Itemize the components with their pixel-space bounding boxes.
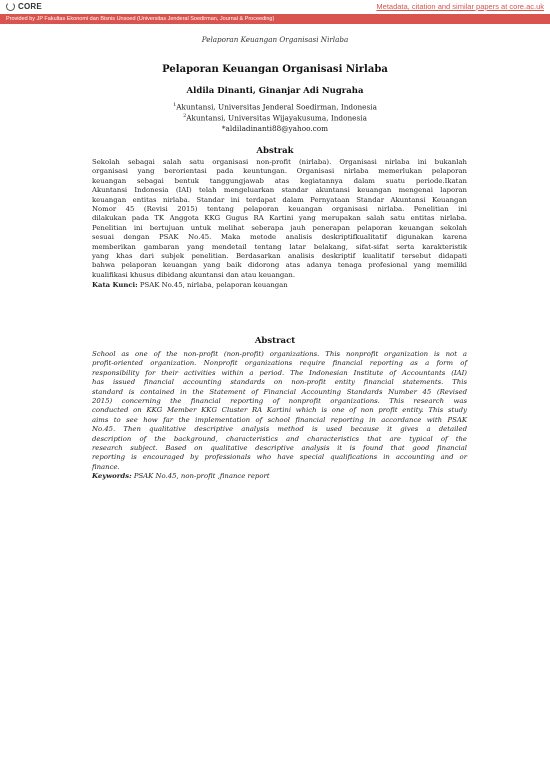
paragraph-line: yang khas dari subjek penelitian. Berdasarkan analisis deskriptif kualitatif tersebut didapati (92, 252, 467, 261)
core-logo-text: CORE (18, 2, 42, 11)
paragraph-line: dilakukan pada TK Anggota KKG Gugus RA Kartini yang merupakan salah satu entitas nirlaba. (92, 214, 467, 223)
paragraph-line: standard is contained in the Statement of Financial Accounting Standards Number 45 (Revised (92, 387, 467, 396)
paragraph-line: 2015) concerning the financial reporting of nonprofit organizations. This research was (92, 397, 467, 406)
abstract-keywords (92, 472, 467, 481)
affiliation-mark: 2 (183, 113, 187, 119)
abstract-heading: Abstract (254, 336, 296, 346)
paragraph-line: profit-oriented organization. Nonprofit organizations require financial reporting as a form of (92, 359, 467, 368)
abstract-body (92, 350, 467, 472)
paragraph-line: Nomor 45 (Revisi 2015) tentang pelaporan keuangan organisasi nirlaba. Penelitian ini (92, 205, 467, 214)
abstrak-body (92, 158, 467, 280)
metadata-link[interactable]: Metadata, citation and similar papers at core.ac.uk (376, 2, 544, 11)
paragraph-line: kualifikasi khusus dibidang akuntansi dan atau keuangan. (92, 270, 296, 279)
core-header-bar (0, 0, 550, 14)
paragraph-line: description of the background, characteristics and characteristics that are typical of the (92, 434, 467, 443)
affiliation-1 (0, 102, 550, 111)
affiliation-2 (0, 113, 550, 122)
keywords-label: Kata Kunci: (92, 281, 138, 289)
provider-text[interactable]: Provided by JP Fakultas Ekonomi dan Bisnis Unsoed (Universitas Jenderal Soedirman, Journal & Proceeding) (6, 15, 275, 22)
affiliation-mark: 1 (173, 102, 177, 108)
paragraph-line: aims to see how far the implementation of school financial reporting in accordance with PSAK (92, 415, 467, 424)
affiliation-text: Akuntansi, Universitas Jenderal Soedirman, Indonesia (176, 102, 377, 112)
paragraph-line: responsibility for their activities within a period. The Indonesian Institute of Accountants (IAI) (92, 368, 467, 377)
paragraph-line: School as one of the non-profit (non-profit) organizations. This nonprofit organization is not a (92, 350, 467, 358)
paper-authors: Aldila Dinanti, Ginanjar Adi Nugraha (186, 86, 364, 96)
paragraph-line: sesuai dengan PSAK No.45. Maka metode analisis deskriptifkualitatif digunakan karena (92, 233, 467, 242)
paragraph-line: keuangan entitas nirlaba. Standar ini terdapat dalam Pernyataan Standar Akuntansi Keuangan (92, 195, 467, 204)
paragraph-line: conducted on KKG Member KKG Cluster RA Kartini which is one of non profit entity. This study (92, 406, 467, 415)
author-email[interactable]: *aldiladinanti88@yahoo.com (221, 124, 329, 133)
paragraph-line: has issued financial accounting standards on non-profit entity financial statements. This (92, 378, 467, 387)
paragraph-line: research subject. Based on qualitative descriptive analysis it is found that good financial (92, 444, 467, 453)
keywords-label: Keywords: (92, 472, 132, 480)
provider-bar (0, 14, 550, 24)
paragraph-line: No.45. Then qualitative descriptive analysis method is used because it gives a detailed (92, 425, 467, 434)
keywords-text: PSAK No.45, nirlaba, pelaporan keuangan (137, 281, 288, 289)
core-logo[interactable] (6, 2, 42, 11)
abstrak-heading: Abstrak (256, 146, 294, 156)
running-head: Pelaporan Keuangan Organisasi Nirlaba (201, 35, 349, 44)
paragraph-line: Penelitian ini bertujuan untuk melihat seberapa jauh penerapan pelaporan keuangan sekolah (92, 223, 467, 232)
paragraph-line: finance. (92, 462, 120, 471)
keywords-text: PSAK No.45, non-profit ,finance report (131, 472, 270, 480)
paragraph-line: memberikan gambaran yang mendetail tentang latar belakang, sifat-sifat serta karakteristik (92, 242, 467, 251)
core-logo-icon (6, 2, 15, 11)
affiliation-text: Akuntansi, Universitas Wijayakusuma, Indonesia (186, 113, 367, 123)
paragraph-line: reporting is encouraged by professionals who have special qualifications in accounting and or (92, 453, 467, 462)
paragraph-line: Akuntansi Indonesia (IAI) telah mengeluarkan standar akuntansi keuangan mengenai laporan (92, 186, 467, 195)
abstrak-keywords (92, 281, 467, 290)
paragraph-line: keuangan sebagai bentuk tanggungjawab atas kegiatannya dalam suatu periode.Ikatan (92, 176, 467, 185)
paragraph-line: organisasi yang berorientasi pada keuntungan. Organisasi nirlaba memerlukan pelaporan (92, 167, 467, 176)
paper-title: Pelaporan Keuangan Organisasi Nirlaba (162, 64, 388, 75)
paragraph-line: Sekolah sebagai salah satu organisasi non-profit (nirlaba). Organisasi nirlaba ini bukanlah (92, 158, 467, 166)
paragraph-line: bahwa pelaporan keuangan yang baik didorong atas adanya tenaga profesional yang memiliki (92, 261, 467, 270)
